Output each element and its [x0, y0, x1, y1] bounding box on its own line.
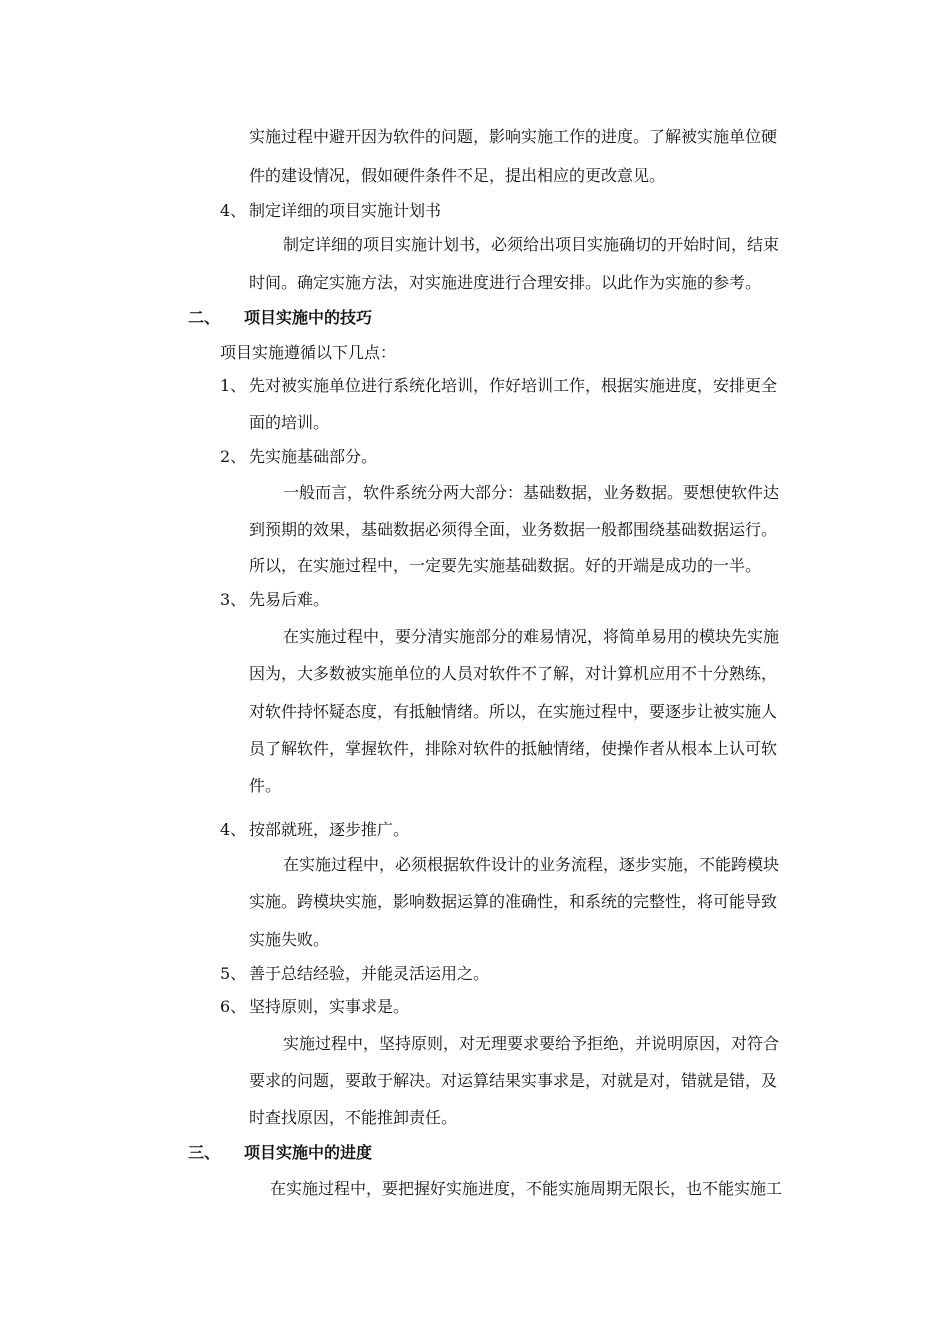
paragraph-line: 件的建设情况，假如硬件条件不足，提出相应的更改意见。: [249, 166, 666, 185]
paragraph-line: 一般而言，软件系统分两大部分：基础数据，业务数据。要想使软件达: [283, 483, 780, 502]
list-item-title: 坚持原则，实事求是。: [249, 997, 410, 1016]
list-number: 2、: [220, 447, 247, 466]
list-number: 6、: [220, 997, 247, 1016]
paragraph-line: 件。: [249, 776, 282, 795]
paragraph-line: 所以，在实施过程中，一定要先实施基础数据。好的开端是成功的一半。: [249, 556, 762, 575]
list-number: 3、: [220, 590, 247, 609]
paragraph-line: 在实施过程中，要把握好实施进度，不能实施周期无限长，也不能实施工: [270, 1179, 783, 1198]
paragraph-line: 面的培训。: [249, 413, 330, 432]
paragraph-line: 要求的问题，要敢于解决。对运算结果实事求是，对就是对，错就是错，及: [249, 1071, 778, 1090]
list-item-title: 先易后难。: [249, 590, 330, 609]
list-item-title: 制定详细的项目实施计划书: [249, 201, 442, 220]
paragraph-line: 先对被实施单位进行系统化培训，作好培训工作，根据实施进度，安排更全: [249, 376, 778, 395]
list-number: 1、: [220, 376, 247, 395]
section-number: 三、: [188, 1143, 221, 1162]
paragraph-line: 时间。确定实施方法，对实施进度进行合理安排。以此作为实施的参考。: [249, 273, 762, 292]
paragraph-line: 到预期的效果，基础数据必须得全面，业务数据一般都围绕基础数据运行。: [249, 520, 778, 539]
paragraph-line: 实施过程中避开因为软件的问题，影响实施工作的进度。了解被实施单位硬: [249, 127, 778, 146]
paragraph-line: 因为，大多数被实施单位的人员对软件不了解，对计算机应用不十分熟练，: [249, 664, 778, 683]
list-item-title: 善于总结经验，并能灵活运用之。: [249, 964, 490, 983]
list-number: 5、: [220, 964, 247, 983]
paragraph-line: 实施。跨模块实施，影响数据运算的准确性，和系统的完整性，将可能导致: [249, 892, 778, 911]
section-title: 项目实施中的技巧: [244, 308, 373, 327]
list-item-title: 按部就班，逐步推广。: [249, 820, 410, 839]
paragraph-line: 实施失败。: [249, 930, 330, 949]
paragraph-line: 制定详细的项目实施计划书，必须给出项目实施确切的开始时间，结束: [283, 235, 780, 254]
list-number: 4、: [220, 201, 247, 220]
section-intro: 项目实施遵循以下几点：: [220, 343, 397, 362]
section-title: 项目实施中的进度: [244, 1143, 373, 1162]
paragraph-line: 在实施过程中，必须根据软件设计的业务流程，逐步实施，不能跨模块: [283, 855, 780, 874]
paragraph-line: 员了解软件，掌握软件，排除对软件的抵触情绪，使操作者从根本上认可软: [249, 739, 778, 758]
paragraph-line: 对软件持怀疑态度，有抵触情绪。所以，在实施过程中，要逐步让被实施人: [249, 702, 778, 721]
list-item-title: 先实施基础部分。: [249, 447, 378, 466]
paragraph-line: 时查找原因，不能推卸责任。: [249, 1108, 458, 1127]
section-number: 二、: [188, 308, 221, 327]
list-number: 4、: [220, 820, 247, 839]
paragraph-line: 在实施过程中，要分清实施部分的难易情况，将简单易用的模块先实施: [283, 627, 780, 646]
paragraph-line: 实施过程中，坚持原则，对无理要求要给予拒绝，并说明原因，对符合: [283, 1034, 780, 1053]
